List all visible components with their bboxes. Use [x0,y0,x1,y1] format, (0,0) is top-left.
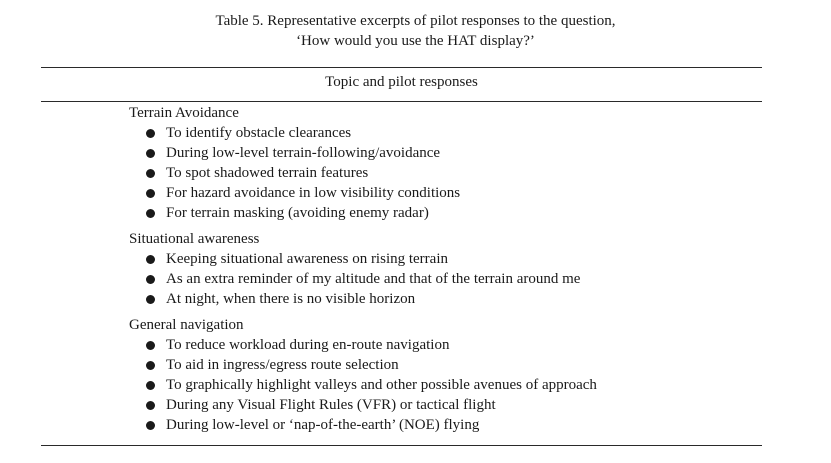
response-text: For hazard avoidance in low visibility conditions [166,185,461,201]
response-text: During low-level or ‘nap-of-the-earth’ (NOE) flying [166,417,480,433]
bullet-icon [146,275,155,284]
caption-line-1: Table 5. Representative excerpts of pilot responses to the question, [215,13,616,29]
bullet-icon [146,381,155,390]
section-situational-awareness [129,229,749,309]
response-text: During low-level terrain-following/avoidance [166,145,441,161]
response-text: As an extra reminder of my altitude and that of the terrain around me [166,271,581,287]
bullet-icon [146,341,155,350]
table-caption [0,11,831,51]
response-text: To identify obstacle clearances [166,125,352,141]
table-bottom-rule [41,445,762,446]
response-text: Keeping situational awareness on rising terrain [166,251,448,267]
table-header-rule [41,101,762,102]
section-title: Situational awareness [129,231,260,247]
bullet-icon [146,169,155,178]
table-top-rule [41,67,762,68]
list-item [129,123,749,143]
section-terrain-avoidance [129,103,749,223]
list-item [129,289,749,309]
bullet-icon [146,401,155,410]
bullet-icon [146,255,155,264]
bullet-icon [146,421,155,430]
bullet-icon [146,189,155,198]
list-item [129,355,749,375]
section-general-navigation [129,315,749,435]
response-text: For terrain masking (avoiding enemy radar) [166,205,429,221]
response-text: To reduce workload during en-route navigation [166,337,450,353]
column-header: Topic and pilot responses [325,74,478,90]
list-item [129,395,749,415]
response-text: At night, when there is no visible horizon [166,291,416,307]
response-text: To graphically highlight valleys and other possible avenues of approach [166,377,597,393]
list-item [129,203,749,223]
list-item [129,183,749,203]
caption-line-2: ‘How would you use the HAT display?’ [296,33,535,49]
list-item [129,269,749,289]
list-item [129,249,749,269]
bullet-icon [146,295,155,304]
response-list [129,123,749,223]
bullet-icon [146,209,155,218]
table-body [129,103,749,435]
bullet-icon [146,129,155,138]
list-item [129,415,749,435]
bullet-icon [146,149,155,158]
response-text: To aid in ingress/egress route selection [166,357,399,373]
list-item [129,335,749,355]
response-text: During any Visual Flight Rules (VFR) or tactical flight [166,397,496,413]
response-text: To spot shadowed terrain features [166,165,369,181]
section-title: Terrain Avoidance [129,105,239,121]
response-list [129,335,749,435]
response-list [129,249,749,309]
bullet-icon [146,361,155,370]
list-item [129,143,749,163]
list-item [129,375,749,395]
list-item [129,163,749,183]
section-title: General navigation [129,317,244,333]
